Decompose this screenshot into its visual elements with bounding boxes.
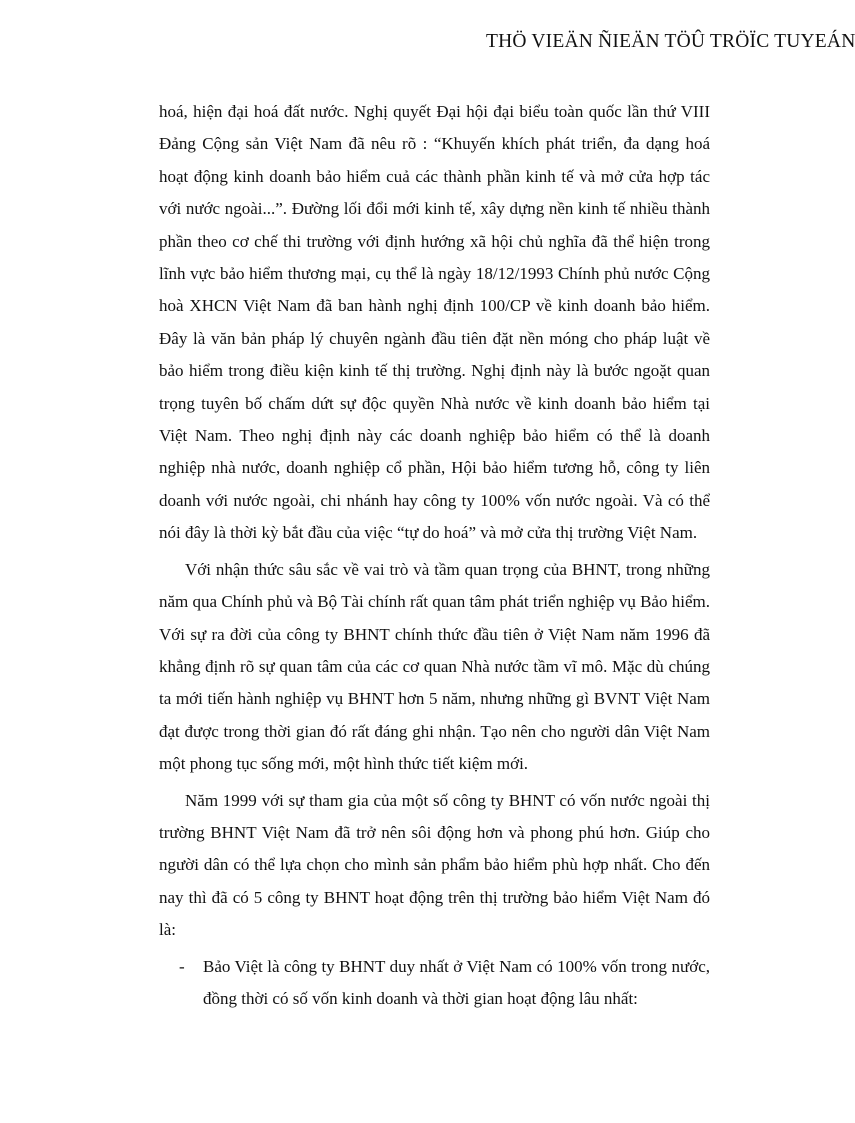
document-body: [159, 96, 710, 1019]
paragraph-3: Năm 1999 với sự tham gia của một số công ty BHNT có vốn nước ngoài thị trường BHNT Việt Nam đã trở nên sôi động hơn và phong phú hơn. Giúp cho người dân có thể lựa chọn cho mình sản phẩm bảo hiểm phù hợp nhất. Cho đến nay thì đã có 5 công ty BHNT hoạt động trên thị trường bảo hiểm Việt Nam đó là:: [159, 790, 710, 940]
page-header-title: THÖ VIEÄN ÑIEÄN TÖÛ TRÖÏC TUYEÁN: [486, 31, 855, 52]
bullet-dash: -: [179, 956, 185, 976]
bullet-item-1: [159, 951, 710, 1016]
bullet-item-text: Bảo Việt là công ty BHNT duy nhất ở Việt Nam có 100% vốn trong nước, đồng thời có số vốn kinh doanh và thời gian hoạt động lâu nhất:: [203, 956, 710, 1008]
paragraph-1: hoá, hiện đại hoá đất nước. Nghị quyết Đại hội đại biểu toàn quốc lần thứ VIII Đảng Cộng sản Việt Nam đã nêu rõ : “Khuyến khích phát triển, đa dạng hoá hoạt động kinh doanh bảo hiểm cuả các thành phần kinh tế và mở cửa hợp tác với nước ngoài...”. Đường lối đổi mới kinh tế, xây dựng nền kinh tế nhiều thành phần theo cơ chế thi trường với định hướng xã hội chủ nghĩa đã thể hiện trong lĩnh vực bảo hiểm thương mại, cụ thể là ngày 18/12/1993 Chính phủ nước Cộng hoà XHCN Việt Nam đã ban hành nghị định 100/CP về kinh doanh bảo hiểm. Đây là văn bản pháp lý chuyên ngành đầu tiên đặt nền móng cho pháp luật về bảo hiểm trong điều kiện kinh tế thị trường. Nghị định này là bước ngoặt quan trọng tuyên bố chấm dứt sự độc quyền Nhà nước về kinh doanh bảo hiểm tại Việt Nam. Theo nghị định này các doanh nghiệp bảo hiểm có thể là doanh nghiệp nhà nước, doanh nghiệp cổ phần, Hội bảo hiểm tương hỗ, công ty liên doanh với nước ngoài, chi nhánh hay công ty 100% vốn nước ngoài. Và có thể nói đây là thời kỳ bắt đầu của việc “tự do hoá” và mở cửa thị trường Việt Nam.: [159, 102, 710, 543]
paragraph-2: Với nhận thức sâu sắc về vai trò và tầm quan trọng của BHNT, trong những năm qua Chính phủ và Bộ Tài chính rất quan tâm phát triển nghiệp vụ Bảo hiểm. Với sự ra đời của công ty BHNT chính thức đầu tiên ở Việt Nam năm 1996 đã khẳng định rõ sự quan tâm của các cơ quan Nhà nước tầm vĩ mô. Mặc dù chúng ta mới tiến hành nghiệp vụ BHNT hơn 5 năm, nhưng những gì BVNT Việt Nam đạt được trong thời gian đó rất đáng ghi nhận. Tạo nên cho người dân Việt Nam một phong tục sống mới, một hình thức tiết kiệm mới.: [159, 559, 710, 774]
